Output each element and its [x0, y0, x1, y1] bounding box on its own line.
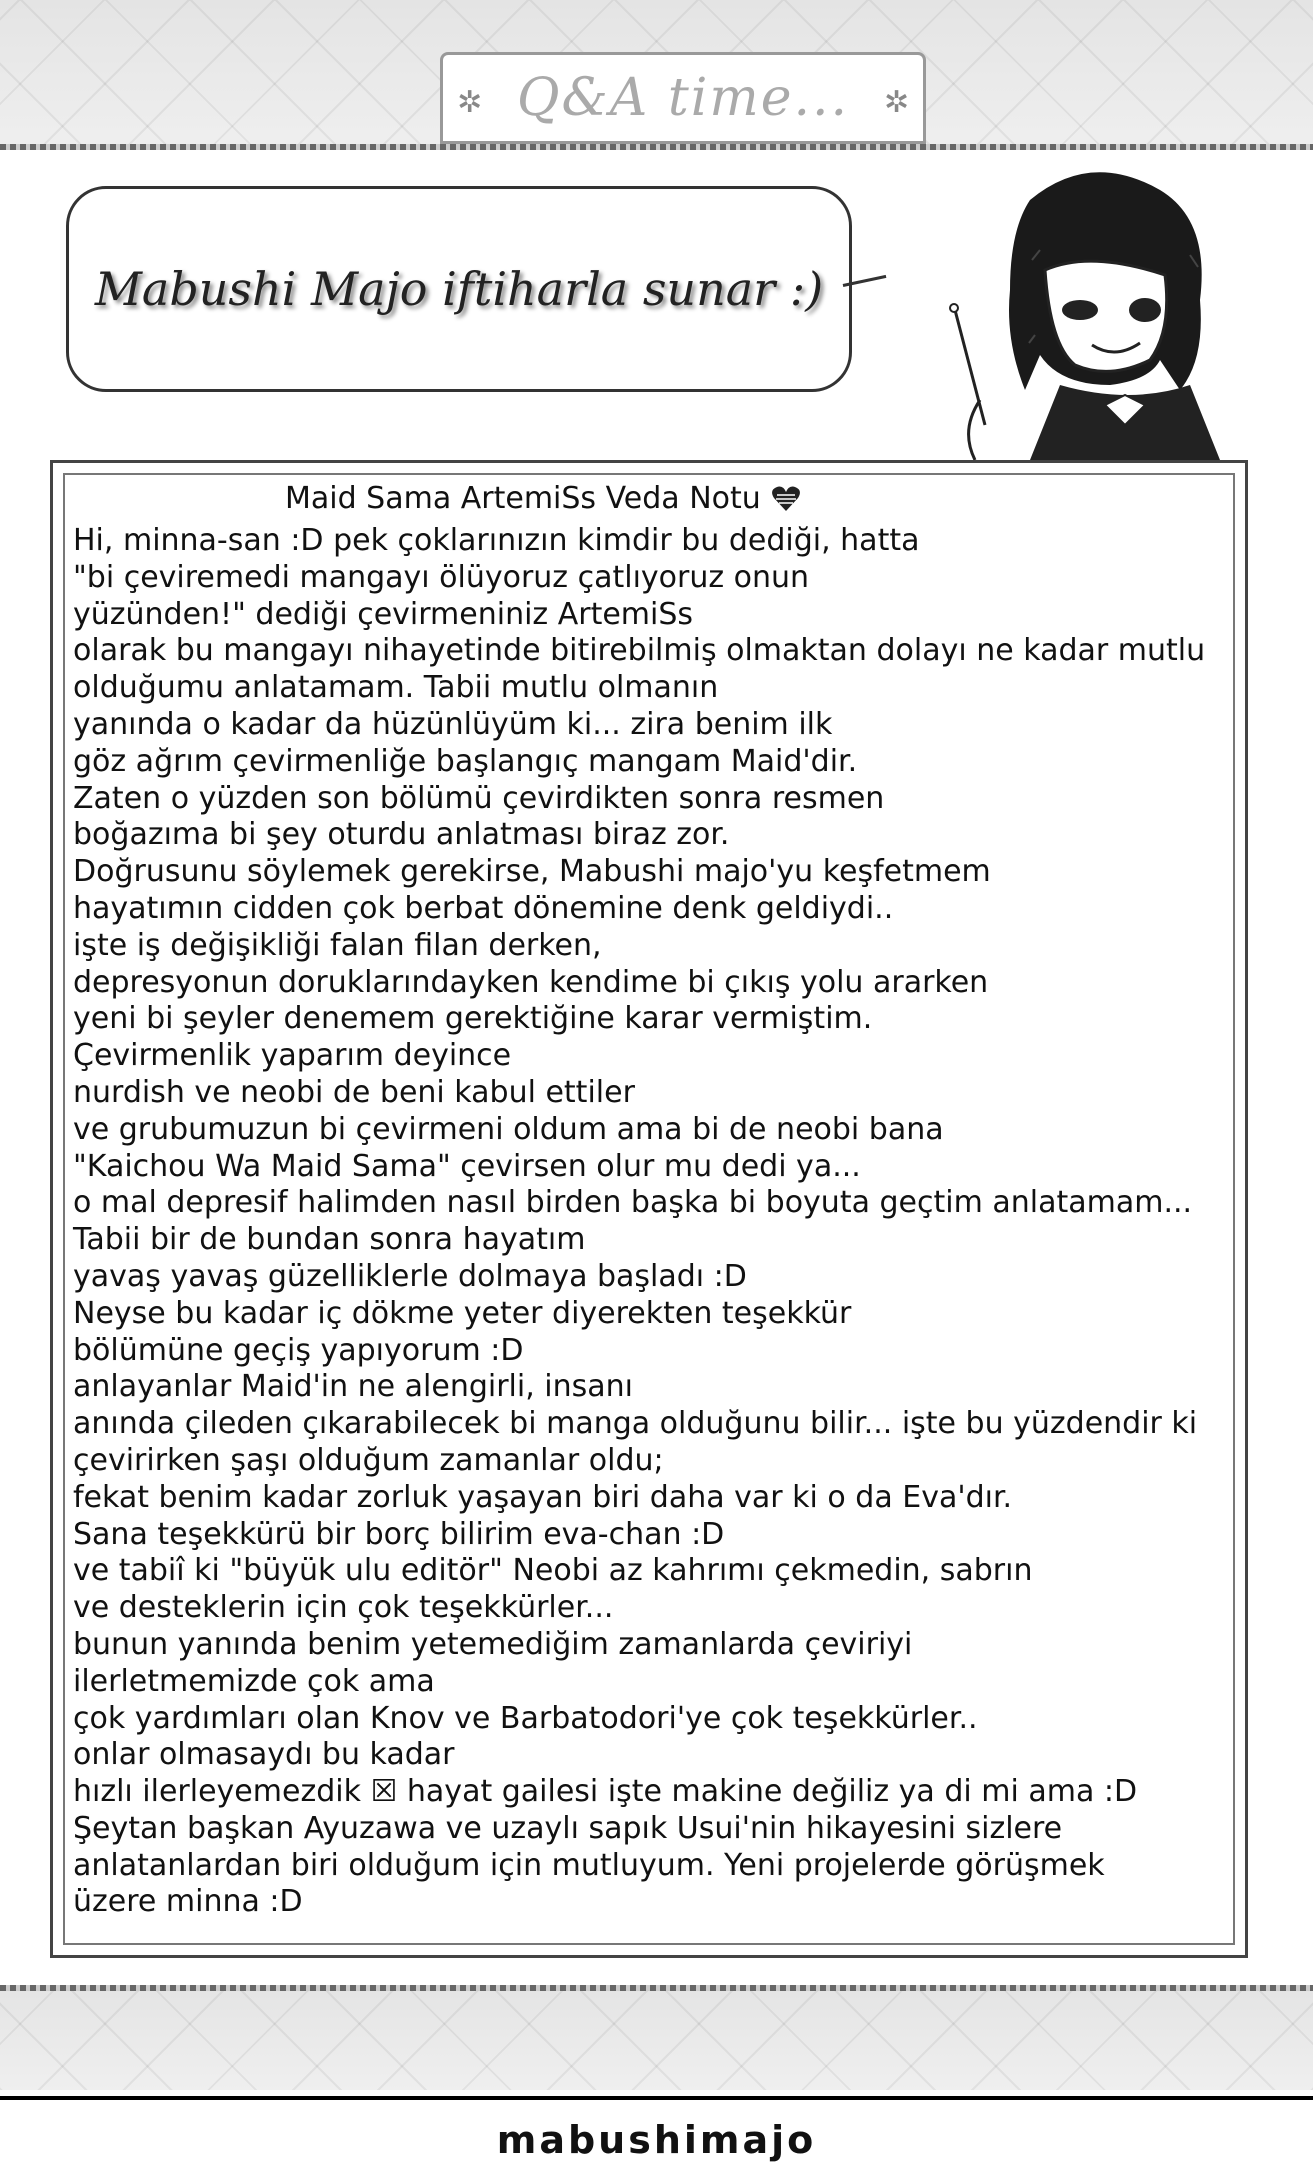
note-line: hızlı ilerleyemezdik ☒ hayat gailesi işte makine değiliz ya di mi ama :D — [73, 1774, 1138, 1810]
note-line: çevirirken şaşı olduğum zamanlar oldu; — [73, 1442, 664, 1478]
note-body — [73, 523, 1206, 1921]
heart-icon — [771, 485, 801, 513]
note-line: boğazıma bi şey oturdu anlatması biraz zor. — [73, 817, 730, 853]
note-line: yüzünden!" dediği çevirmeniniz ArtemiSs — [73, 596, 694, 632]
note-line: olarak bu mangayı nihayetinde bitirebilmiş olmaktan dolayı ne kadar mutlu — [73, 633, 1206, 669]
note-line: fekat benim kadar zorluk yaşayan biri daha var ki o da Eva'dır. — [73, 1479, 1013, 1515]
note-line: anlatanlardan biri olduğum için mutluyum. Yeni projelerde görüşmek — [73, 1847, 1105, 1883]
note-line: yeni bi şeyler denemem gerektiğine karar vermiştim. — [73, 1001, 873, 1037]
note-line: çok yardımları olan Knov ve Barbatodori'ye çok teşekkürler.. — [73, 1700, 978, 1736]
note-line: Şeytan başkan Ayuzawa ve uzaylı sapık Usui'nin hikayesini sizlere — [73, 1810, 1063, 1846]
note-line: Sana teşekkürü bir borç bilirim eva-chan :D — [73, 1516, 725, 1552]
footer-band — [0, 1985, 1313, 2090]
note-line: işte iş değişikliği falan filan derken, — [73, 927, 602, 963]
chibi-character-illustration — [860, 160, 1280, 460]
note-line: Zaten o yüzden son bölümü çevirdikten sonra resmen — [73, 780, 885, 816]
note-line: o mal depresif halimden nasıl birden başka bi boyuta geçtim anlatamam... — [73, 1185, 1193, 1221]
note-line: anında çileden çıkarabilecek bi manga olduğunu bilir... işte bu yüzdendir ki — [73, 1406, 1198, 1442]
note-line: Çevirmenlik yaparım deyince — [73, 1038, 512, 1074]
note-line: "Kaichou Wa Maid Sama" çevirsen olur mu dedi ya... — [73, 1148, 861, 1184]
note-title-row — [285, 481, 801, 516]
note-line: depresyonun doruklarındayken kendime bi çıkış yolu ararken — [73, 964, 989, 1000]
note-line: onlar olmasaydı bu kadar — [73, 1737, 455, 1773]
note-title: Maid Sama ArtemiSs Veda Notu — [285, 481, 761, 516]
flower-ornament-icon: ✲ — [883, 85, 909, 120]
flower-ornament-icon: ✲ — [457, 85, 483, 120]
note-line: yavaş yavaş güzelliklerle dolmaya başladı :D — [73, 1258, 747, 1294]
note-line: bunun yanında benim yetemediğim zamanlarda çeviriyi — [73, 1626, 913, 1662]
bubble-text: Mabushi Majo iftiharla sunar :) — [94, 262, 824, 316]
note-line: üzere minna :D — [73, 1884, 303, 1920]
note-line: ve desteklerin için çok teşekkürler... — [73, 1590, 614, 1626]
farewell-note-panel — [50, 460, 1248, 1958]
note-line: yanında o kadar da hüzünlüyüm ki... zira benim ilk — [73, 706, 833, 742]
title-plate — [440, 52, 926, 144]
note-line: ilerletmemizde çok ama — [73, 1663, 435, 1699]
note-line: göz ağrım çevirmenliğe başlangıç mangam Maid'dir. — [73, 743, 858, 779]
footer-divider — [0, 2096, 1313, 2100]
note-line: bölümüne geçiş yapıyorum :D — [73, 1332, 524, 1368]
note-line: Doğrusunu söylemek gerekirse, Mabushi majo'yu keşfetmem — [73, 854, 991, 890]
note-line: Tabii bir de bundan sonra hayatım — [73, 1222, 586, 1258]
speech-bubble — [66, 186, 852, 392]
note-line: olduğumu anlatamam. Tabii mutlu olmanın — [73, 670, 719, 706]
note-line: "bi çeviremedi mangayı ölüyoruz çatlıyoruz onun — [73, 559, 810, 595]
note-line: Neyse bu kadar iç dökme yeter diyerekten teşekkür — [73, 1295, 852, 1331]
page-title: Q&A time... — [516, 68, 850, 128]
note-line: ve grubumuzun bi çevirmeni oldum ama bi de neobi bana — [73, 1111, 944, 1147]
footer-logo: mabushimajo — [496, 2118, 817, 2162]
note-line: nurdish ve neobi de beni kabul ettiler — [73, 1074, 635, 1110]
note-line: ve tabiî ki "büyük ulu editör" Neobi az kahrımı çekmedin, sabrın — [73, 1553, 1033, 1589]
note-line: anlayanlar Maid'in ne alengirli, insanı — [73, 1369, 633, 1405]
note-line: hayatımın cidden çok berbat dönemine denk geldiydi.. — [73, 890, 894, 926]
header-band — [0, 0, 1313, 150]
note-line: Hi, minna-san :D pek çoklarınızın kimdir bu dediği, hatta — [73, 523, 920, 558]
